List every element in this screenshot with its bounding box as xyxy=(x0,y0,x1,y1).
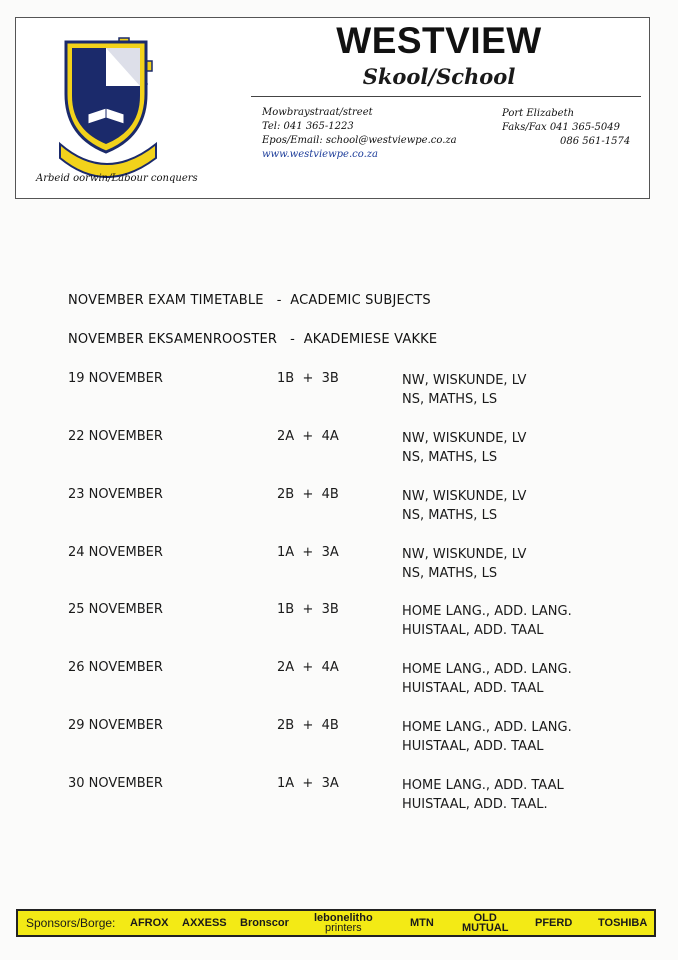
exam-date: 30 NOVEMBER xyxy=(68,776,163,791)
sponsor-old-mutual xyxy=(462,913,508,933)
subjects-line-2: NS, MATHS, LS xyxy=(402,392,498,407)
exam-subjects xyxy=(402,602,572,640)
email[interactable]: Epos/Email: school@westviewpe.co.za xyxy=(262,135,457,146)
sponsors-label: Sponsors/Borge: xyxy=(26,916,116,930)
sponsor-bronscor: Bronscor xyxy=(240,917,289,929)
sponsor-bar xyxy=(16,909,656,937)
contact-left xyxy=(262,106,457,162)
sponsor-mtn: MTN xyxy=(410,917,434,929)
exam-date: 23 NOVEMBER xyxy=(68,487,163,502)
exam-date: 25 NOVEMBER xyxy=(68,602,163,617)
timetable-row xyxy=(0,602,678,642)
fax-secondary: 086 561-1574 xyxy=(560,136,631,147)
exam-grades: 2A + 4A xyxy=(277,429,339,444)
exam-grades: 1A + 3A xyxy=(277,776,339,791)
timetable-row xyxy=(0,545,678,585)
timetable-row xyxy=(0,718,678,758)
heading-afrikaans: NOVEMBER EKSAMENROOSTER - AKADEMIESE VAKKE xyxy=(68,332,438,347)
sponsor-name: lebonelitho xyxy=(314,912,373,924)
subjects-line-1: NW, WISKUNDE, LV xyxy=(402,547,527,562)
exam-subjects xyxy=(402,429,526,467)
exam-date: 19 NOVEMBER xyxy=(68,371,163,386)
subjects-line-1: NW, WISKUNDE, LV xyxy=(402,431,527,446)
telephone: Tel: 041 365-1223 xyxy=(262,121,354,132)
school-subtitle: Skool/School xyxy=(362,64,516,89)
subjects-line-2: NS, MATHS, LS xyxy=(402,450,498,465)
exam-date: 26 NOVEMBER xyxy=(68,660,163,675)
exam-grades: 1A + 3A xyxy=(277,545,339,560)
website-link[interactable]: www.westviewpe.co.za xyxy=(262,149,378,160)
subjects-line-1: HOME LANG., ADD. LANG. xyxy=(402,662,572,677)
fax: Faks/Fax 041 365-5049 xyxy=(502,122,621,133)
school-name: WESTVIEW xyxy=(336,20,542,61)
subjects-line-2: NS, MATHS, LS xyxy=(402,566,498,581)
sponsor-toshiba: TOSHIBA xyxy=(598,917,648,929)
exam-subjects xyxy=(402,660,572,698)
contact-right xyxy=(502,107,630,149)
subjects-line-1: HOME LANG., ADD. TAAL xyxy=(402,778,564,793)
exam-grades: 1B + 3B xyxy=(277,602,339,617)
exam-date: 22 NOVEMBER xyxy=(68,429,163,444)
sponsor-axxess: AXXESS xyxy=(182,917,227,929)
exam-date: 24 NOVEMBER xyxy=(68,545,163,560)
subjects-line-2: HUISTAAL, ADD. TAAL. xyxy=(402,797,548,812)
exam-grades: 2A + 4A xyxy=(277,660,339,675)
subjects-line-2: HUISTAAL, ADD. TAAL xyxy=(402,623,544,638)
school-motto: Arbeid oorwin/Labour conquers xyxy=(36,173,198,184)
timetable-row xyxy=(0,660,678,700)
exam-grades: 2B + 4B xyxy=(277,487,339,502)
timetable-row xyxy=(0,487,678,527)
address: Mowbraystraat/street xyxy=(262,107,373,118)
subjects-line-1: NW, WISKUNDE, LV xyxy=(402,373,527,388)
school-crest-logo xyxy=(56,24,160,178)
exam-subjects xyxy=(402,776,564,814)
city: Port Elizabeth xyxy=(502,108,575,119)
subjects-line-1: HOME LANG., ADD. LANG. xyxy=(402,720,572,735)
exam-subjects xyxy=(402,718,572,756)
sponsor-lebonelitho xyxy=(314,913,373,933)
letterhead xyxy=(15,17,650,199)
exam-subjects xyxy=(402,545,526,583)
timetable-row xyxy=(0,371,678,411)
subjects-line-1: NW, WISKUNDE, LV xyxy=(402,489,527,504)
subjects-line-2: HUISTAAL, ADD. TAAL xyxy=(402,739,544,754)
subjects-line-1: HOME LANG., ADD. LANG. xyxy=(402,604,572,619)
subjects-line-2: HUISTAAL, ADD. TAAL xyxy=(402,681,544,696)
heading-english: NOVEMBER EXAM TIMETABLE - ACADEMIC SUBJECTS xyxy=(68,293,431,308)
exam-date: 29 NOVEMBER xyxy=(68,718,163,733)
subjects-line-2: NS, MATHS, LS xyxy=(402,508,498,523)
timetable-row xyxy=(0,776,678,816)
exam-subjects xyxy=(402,371,526,409)
exam-grades: 1B + 3B xyxy=(277,371,339,386)
sponsor-name-line-2: MUTUAL xyxy=(462,922,509,934)
sponsor-name-line-2: printers xyxy=(324,922,362,934)
exam-grades: 2B + 4B xyxy=(277,718,339,733)
sponsor-pferd: PFERD xyxy=(535,917,573,929)
header-rule xyxy=(251,96,641,97)
timetable-row xyxy=(0,429,678,469)
sponsor-afrox: AFROX xyxy=(130,917,169,929)
sponsor-name: OLD xyxy=(473,912,497,924)
exam-subjects xyxy=(402,487,526,525)
